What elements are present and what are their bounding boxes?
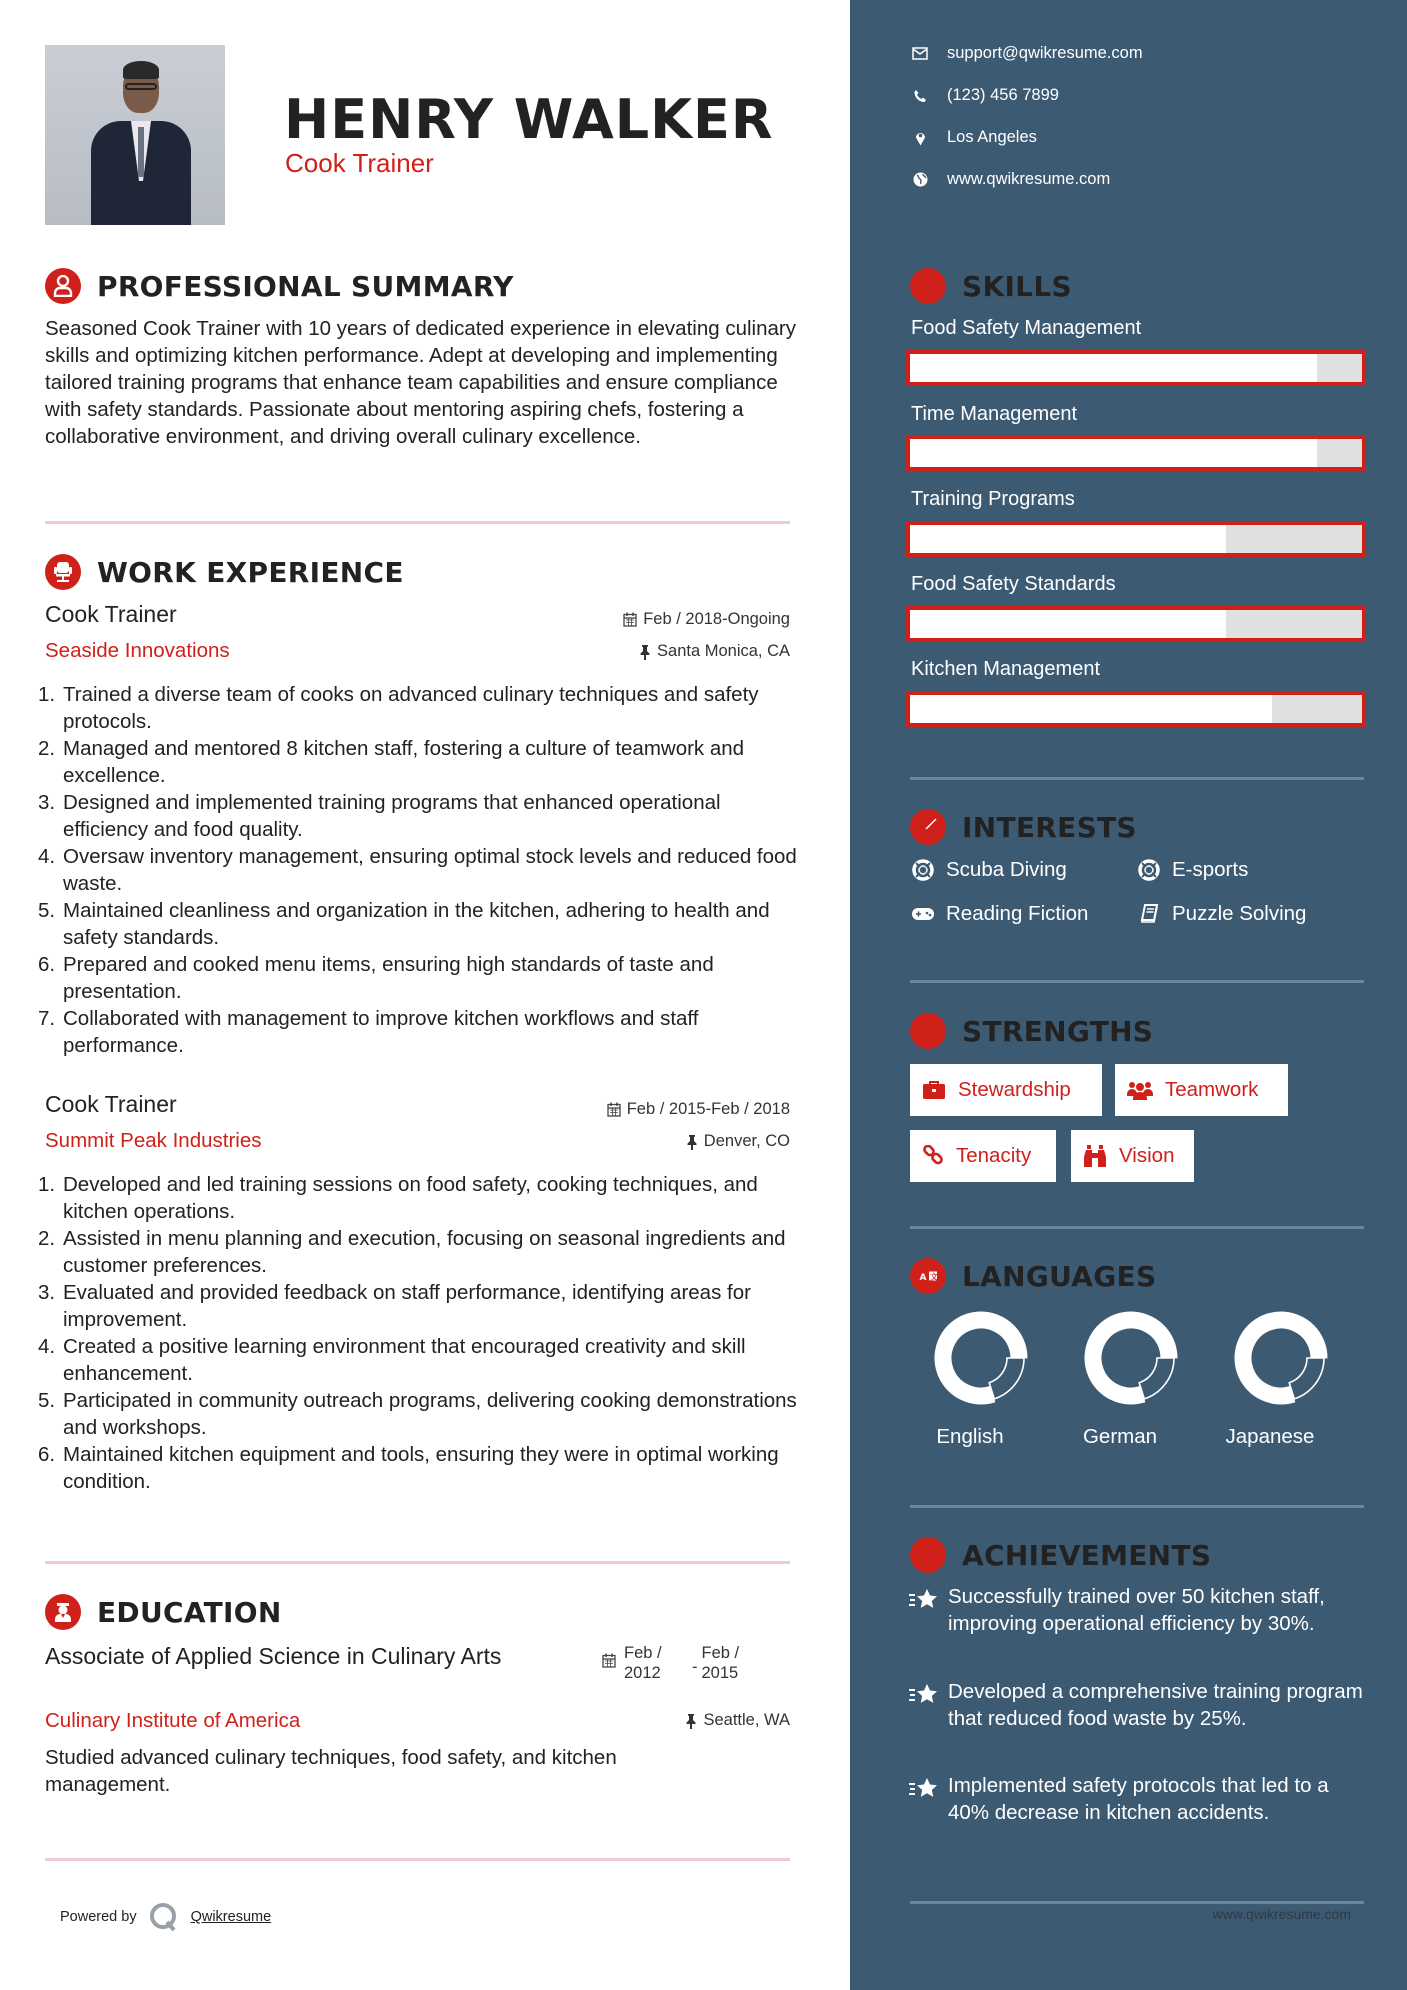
envelope-icon — [910, 47, 930, 60]
divider — [910, 1901, 1364, 1904]
candidate-name: HENRY WALKER — [284, 88, 774, 151]
shooting-star-icon — [908, 1678, 948, 1732]
paper-plane-icon — [910, 809, 946, 845]
skill-label: Training Programs — [911, 488, 1075, 510]
education-end: Feb / 2015 — [701, 1644, 740, 1682]
candidate-role: Cook Trainer — [285, 148, 434, 178]
shooting-star-icon — [908, 1583, 948, 1637]
footer-website[interactable]: www.qwikresume.com — [1212, 1906, 1351, 1922]
skill-fill — [910, 695, 1272, 723]
qwikresume-link[interactable]: Qwikresume — [190, 1909, 272, 1925]
duty-item: 2. Managed and mentored 8 kitchen staff, fostering a culture of teamwork and excellence. — [38, 737, 745, 787]
skill-label: Food Safety Standards — [911, 573, 1116, 595]
company-name: Seaside Innovations — [45, 639, 230, 662]
interests-heading — [910, 809, 1137, 845]
degree-title: Associate of Applied Science in Culinary Arts — [45, 1643, 502, 1669]
shooting-star-icon — [910, 1537, 946, 1573]
interest-item: Reading Fiction — [910, 902, 1088, 926]
life-ring-icon — [1136, 859, 1162, 881]
language-label: English — [936, 1425, 1004, 1448]
job-dates: Feb / 2015-Feb / 2018 — [607, 1100, 790, 1119]
job-title: Cook Trainer — [45, 601, 177, 627]
shooting-star-icon — [908, 1772, 948, 1826]
calendar-icon — [602, 1653, 616, 1668]
section-title: LANGUAGES — [962, 1259, 1157, 1293]
website-link[interactable]: www.qwikresume.com — [947, 170, 1111, 188]
users-icon — [1127, 1080, 1153, 1100]
duty-item: 4. Created a positive learning environment that encouraged creativity and skill enhancement. — [38, 1335, 746, 1385]
pushpin-icon — [685, 1713, 697, 1729]
education-heading — [45, 1594, 282, 1630]
strength-badge: Stewardship — [910, 1064, 1102, 1116]
experience-heading — [45, 554, 404, 590]
skill-bar — [906, 521, 1366, 557]
skill-fill — [910, 610, 1226, 638]
language-label: Japanese — [1225, 1425, 1315, 1448]
languages-heading — [910, 1258, 1156, 1294]
duty-item: 3. Designed and implemented training programs that enhanced operational efficiency and food quality. — [38, 791, 721, 841]
pushpin-icon — [639, 644, 651, 660]
phone-icon — [910, 89, 930, 103]
job-duties — [38, 681, 798, 1059]
binoculars-icon — [1083, 1144, 1107, 1168]
skill-bar — [906, 691, 1366, 727]
job-dates: Feb / 2018-Ongoing — [623, 610, 790, 629]
education-location: Seattle, WA — [685, 1711, 790, 1730]
divider — [45, 1561, 790, 1564]
divider — [45, 1858, 790, 1861]
language-donut — [933, 1310, 1029, 1406]
language-label: German — [1082, 1425, 1158, 1448]
skill-label: Time Management — [911, 403, 1077, 425]
divider — [910, 777, 1364, 780]
section-title: SKILLS — [962, 269, 1072, 303]
language-item — [1200, 1310, 1340, 1449]
achievement-item: Developed a comprehensive training program that reduced food waste by 25%. — [908, 1678, 1368, 1732]
language-donut — [1083, 1310, 1179, 1406]
skill-fill — [910, 354, 1317, 382]
job-location: Denver, CO — [686, 1132, 790, 1151]
duty-item: 1. Trained a diverse team of cooks on advanced culinary techniques and safety protocols. — [38, 683, 759, 733]
section-title: PROFESSIONAL SUMMARY — [97, 269, 514, 303]
education-start: Feb / 2012 — [624, 1644, 662, 1682]
chair-icon — [45, 554, 81, 590]
job-location: Santa Monica, CA — [639, 642, 790, 661]
translate-icon — [910, 1258, 946, 1294]
summary-heading — [45, 268, 514, 304]
svg-text:文: 文 — [930, 1272, 938, 1282]
duty-item: 3. Evaluated and provided feedback on staff performance, identifying areas for improvement. — [38, 1281, 751, 1331]
achievements-heading — [910, 1537, 1211, 1573]
svg-text:A: A — [919, 1273, 927, 1283]
school-name: Culinary Institute of America — [45, 1709, 301, 1732]
powered-by: Powered by Qwikresume — [60, 1902, 271, 1932]
skill-bar — [906, 606, 1366, 642]
divider — [910, 1226, 1364, 1229]
summary-text: Seasoned Cook Trainer with 10 years of dedicated experience in elevating culinary skills and optimizing kitchen performance. Adept at developing and implementing tailored training programs that enhance team capabilities and ensure compliance with safety standards. Passionate about mentoring aspiring chefs, fostering a collaborative environment, and driving overall culinary excellence. — [45, 317, 796, 448]
education-description: Studied advanced culinary techniques, food safety, and kitchen management. — [45, 1746, 617, 1796]
contact-location: Los Angeles — [910, 128, 1037, 147]
job-title: Cook Trainer — [45, 1091, 177, 1117]
skills-heading — [910, 268, 1072, 304]
interest-item: E-sports — [1136, 858, 1248, 882]
fist-icon — [910, 1013, 946, 1049]
calendar-icon — [623, 612, 637, 627]
duty-item: 4. Oversaw inventory management, ensuring optimal stock levels and reduced food waste. — [38, 845, 797, 895]
globe-icon — [910, 172, 930, 187]
graduate-icon — [45, 1594, 81, 1630]
link-icon — [922, 1145, 944, 1167]
skill-bar — [906, 350, 1366, 386]
duty-item: 5. Maintained cleanliness and organization in the kitchen, adhering to health and safety standards. — [38, 899, 770, 949]
skill-fill — [910, 439, 1317, 467]
life-ring-icon — [910, 859, 936, 881]
duty-item: 5. Participated in community outreach programs, delivering cooking demonstrations and workshops. — [38, 1389, 797, 1439]
user-icon — [45, 268, 81, 304]
achievement-item: Implemented safety protocols that led to a 40% decrease in kitchen accidents. — [908, 1772, 1368, 1826]
strength-badge: Tenacity — [910, 1130, 1056, 1182]
profile-photo — [45, 45, 225, 225]
language-item — [900, 1310, 1040, 1449]
strength-badge: Vision — [1071, 1130, 1194, 1182]
duty-item: 6. Prepared and cooked menu items, ensuring high standards of taste and presentation. — [38, 953, 714, 1003]
section-title: STRENGTHS — [962, 1014, 1154, 1048]
strength-badge: Teamwork — [1115, 1064, 1288, 1116]
map-marker-icon — [910, 130, 930, 146]
qwikresume-logo-icon — [149, 1902, 179, 1932]
skill-fill — [910, 525, 1226, 553]
job-duties — [38, 1171, 798, 1495]
language-item — [1050, 1310, 1190, 1449]
calendar-icon — [607, 1102, 621, 1117]
divider — [910, 980, 1364, 983]
divider — [45, 521, 790, 524]
duty-item: 6. Maintained kitchen equipment and tools, ensuring they were in optimal working condition. — [38, 1443, 779, 1493]
achievement-item: Successfully trained over 50 kitchen staff, improving operational efficiency by 30%. — [908, 1583, 1368, 1637]
contact-phone: (123) 456 7899 — [910, 86, 1059, 105]
company-name: Summit Peak Industries — [45, 1129, 262, 1152]
briefcase-icon — [922, 1080, 946, 1100]
contact-email: support@qwikresume.com — [910, 44, 1143, 63]
book-icon — [1136, 904, 1162, 924]
gamepad-icon — [910, 907, 936, 921]
interest-item: Puzzle Solving — [1136, 902, 1306, 926]
duty-item: 2. Assisted in menu planning and execution, focusing on seasonal ingredients and customer preferences. — [38, 1227, 786, 1277]
contact-website — [910, 170, 1110, 189]
divider — [910, 1505, 1364, 1508]
lightbulb-icon — [910, 268, 946, 304]
language-donut — [1233, 1310, 1329, 1406]
interest-item: Scuba Diving — [910, 858, 1067, 882]
skill-label: Food Safety Management — [911, 317, 1142, 339]
education-dates: Feb / 2012 - Feb / 2015 — [602, 1643, 750, 1683]
section-title: WORK EXPERIENCE — [97, 555, 404, 589]
skill-bar — [906, 435, 1366, 471]
duty-item: 7. Collaborated with management to improve kitchen workflows and staff performance. — [38, 1007, 699, 1057]
strengths-heading — [910, 1013, 1153, 1049]
section-title: ACHIEVEMENTS — [962, 1538, 1212, 1572]
section-title: EDUCATION — [97, 1595, 282, 1629]
skill-label: Kitchen Management — [911, 658, 1101, 680]
section-title: INTERESTS — [962, 810, 1137, 844]
duty-item: 1. Developed and led training sessions on food safety, cooking techniques, and kitchen operations. — [38, 1173, 758, 1223]
pushpin-icon — [686, 1134, 698, 1150]
